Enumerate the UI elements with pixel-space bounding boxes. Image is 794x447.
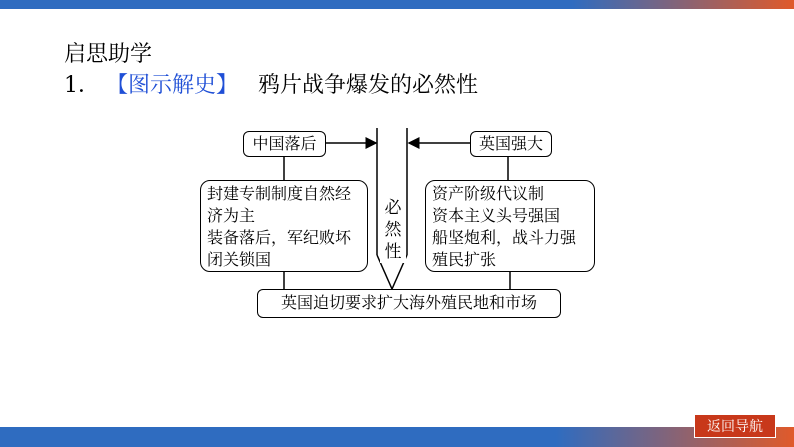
topic-tag: 【图示解史】 <box>106 73 239 98</box>
outcome-box: 英国迫切要求扩大海外殖民地和市场 <box>257 289 561 318</box>
inevitability-label: 必 然 性 <box>380 197 406 263</box>
britain-strong-label: 英国强大 <box>470 131 552 157</box>
topic-title: 鸦片战争爆发的必然性 <box>258 73 479 98</box>
back-to-nav-button[interactable]: 返回导航 <box>694 414 776 438</box>
china-backward-label: 中国落后 <box>243 131 326 157</box>
china-factor-line: 闭关锁国 <box>207 250 272 269</box>
britain-factor-line: 船坚炮利，战斗力强 <box>432 228 577 247</box>
section-heading: 启思助学 <box>64 42 153 67</box>
topic-number: 1． <box>64 73 100 98</box>
britain-factor-line: 资产阶级代议制 <box>432 184 545 203</box>
britain-factor-line: 资本主义头号强国 <box>432 206 561 225</box>
china-factors-box <box>200 180 368 272</box>
britain-factor-line: 殖民扩张 <box>432 250 497 269</box>
britain-factors-box <box>425 180 595 272</box>
china-factor-line: 济为主 <box>207 206 256 225</box>
china-factor-line: 装备落后，军纪败坏 <box>207 228 352 247</box>
bottom-color-bar <box>0 427 794 447</box>
china-factor-line: 封建专制制度自然经 <box>207 184 352 203</box>
